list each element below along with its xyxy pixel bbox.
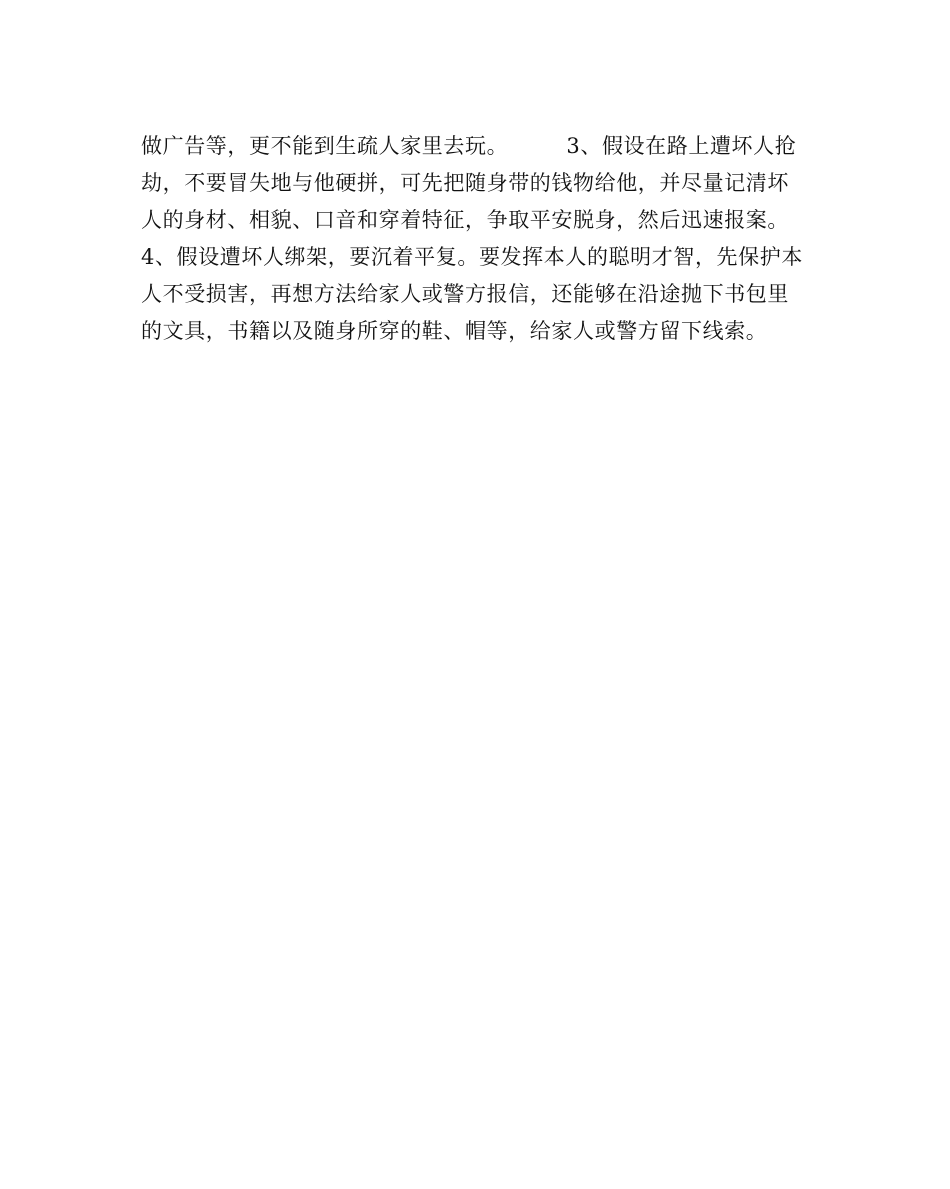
- body-text: [141, 128, 821, 350]
- text-line: 4、假设遭坏人绑架，要沉着平复。要发挥本人的聪明才智，先保护本: [141, 245, 803, 269]
- text-line: 人的身材、相貌、口音和穿着特征，争取平安脱身，然后迅速报案。: [141, 208, 789, 232]
- text-line: 劫，不要冒失地与他硬拼，可先把随身带的钱物给他，并尽量记清坏: [141, 171, 789, 195]
- text-line: 的文具，书籍以及随身所穿的鞋、帽等，给家人或警方留下线索。: [141, 319, 768, 343]
- text-line: 做广告等，更不能到生疏人家里去玩。 3、假设在路上遭坏人抢: [141, 134, 797, 158]
- text-line: 人不受损害，再想方法给家人或警方报信，还能够在沿途抛下书包里: [141, 282, 789, 306]
